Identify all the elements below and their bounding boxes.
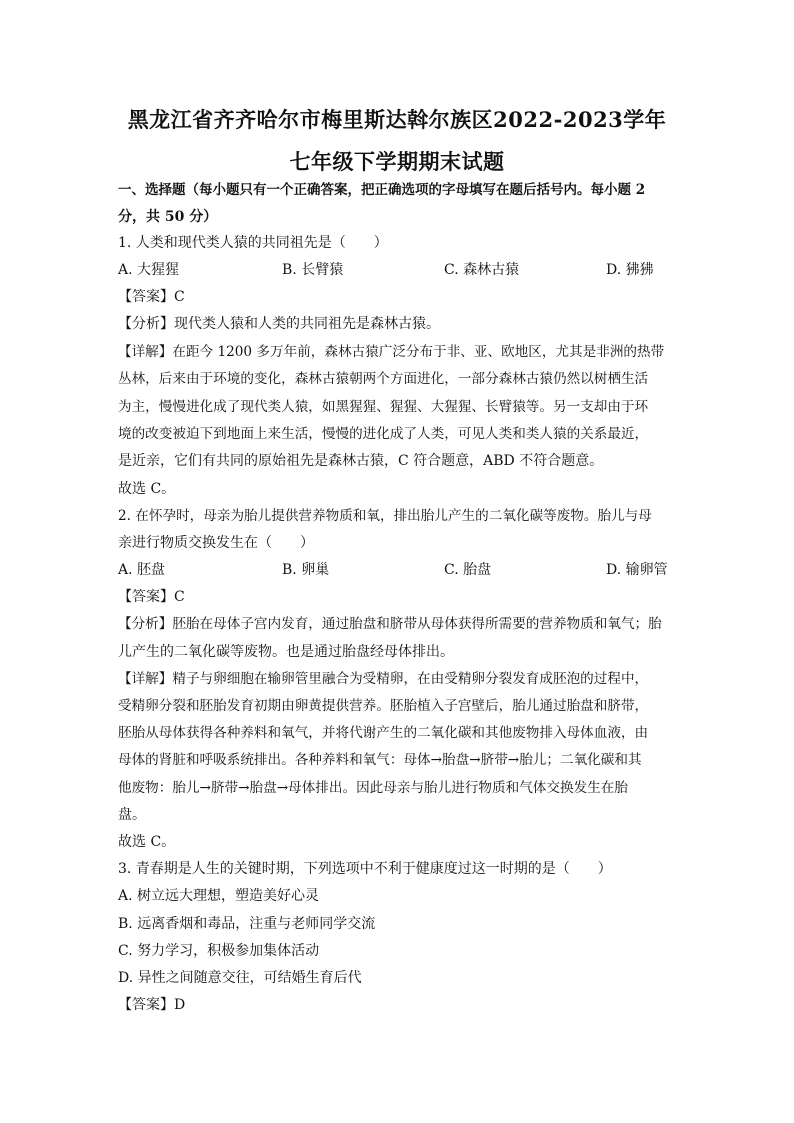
question-1-detail-line: 为主，慢慢进化成了现代类人猿，如黑猩猩、猩猩、大猩猩、长臂猿等。另一支却由于环 [118,399,649,415]
question-1-conclusion: 故选 C。 [118,481,176,497]
question-2-answer: 【答案】C [118,589,185,605]
question-2-option-d: D. 输卵管 [606,562,668,578]
question-2-analysis-line: 儿产生的二氧化碳等废物。也是通过胎盘经母体排出。 [118,644,454,660]
question-1-option-a: A. 大猩猩 [118,262,180,278]
question-1-detail-line: 【详解】在距今 1200 多万年前，森林古猿广泛分布于非、亚、欧地区，尤其是非洲的热带 [118,344,665,360]
document-title-line1: 黑龙江省齐齐哈尔市梅里斯达斡尔族区2022-2023学年 [127,107,667,132]
question-2-detail-line: 受精卵分裂和胚胎发育初期由卵黄提供营养。胚胎植入子宫壁后，胎儿通过胎盘和脐带， [118,698,649,714]
question-2-stem-cont: 亲进行物质交换发生在（ ） [118,535,314,551]
question-1-analysis: 【分析】现代类人猿和人类的共同祖先是森林古猿。 [118,316,440,332]
question-1-option-b: B. 长臂猿 [282,262,344,278]
section-heading: 一、选择题（每小题只有一个正确答案，把正确选项的字母填写在题后括号内。每小题 2 [118,182,646,198]
question-1-answer: 【答案】C [118,289,185,305]
section-heading-cont: 分，共 50 分） [118,209,218,225]
question-2-detail-line: 他废物：胎儿→脐带→胎盘→母体排出。因此母亲与胎儿进行物质和气体交换发生在胎 [118,780,628,796]
question-2-analysis-line: 【分析】胚胎在母体子宫内发育，通过胎盘和脐带从母体获得所需要的营养物质和氧气；胎 [118,616,662,632]
question-3-option-d: D. 异性之间随意交往，可结婚生育后代 [118,970,362,986]
question-3-answer: 【答案】D [118,997,186,1013]
question-3-option-c: C. 努力学习，积极参加集体活动 [118,943,320,959]
question-2-detail-line: 母体的肾脏和呼吸系统排出。各种养料和氧气：母体→胎盘→脐带→胎儿；二氧化碳和其 [118,752,642,768]
question-1-detail-line: 境的改变被迫下到地面上来生活，慢慢的进化成了人类，可见人类和类人猿的关系最近， [118,426,649,442]
question-2-detail-line: 胚胎从母体获得各种养料和氧气，并将代谢产生的二氧化碳和其他废物排入母体血液，由 [118,725,649,741]
question-2-conclusion: 故选 C。 [118,834,176,850]
question-3-stem: 3. 青春期是人生的关键时期，下列选项中不利于健康度过这一时期的是（ ） [118,861,612,877]
question-1-option-c: C. 森林古猿 [444,262,520,278]
question-1-option-d: D. 狒狒 [606,262,654,278]
question-2-option-b: B. 卵巢 [282,562,330,578]
document-title-line2: 七年级下学期期末试题 [289,149,505,174]
question-2-stem: 2. 在怀孕时，母亲为胎儿提供营养物质和氧，排出胎儿产生的二氧化碳等废物。胎儿与母 [118,508,652,524]
question-2-detail-line: 【详解】精子与卵细胞在输卵管里融合为受精卵，在由受精卵分裂发育成胚泡的过程中， [118,671,649,687]
question-1-detail-line: 是近亲，它们有共同的原始祖先是森林古猿，C 符合题意，ABD 不符合题意。 [118,453,604,469]
question-3-option-b: B. 远离香烟和毒品，注重与老师同学交流 [118,916,376,932]
question-3-option-a: A. 树立远大理想，塑造美好心灵 [118,888,320,904]
question-1-detail-line: 丛林，后来由于环境的变化，森林古猿朝两个方面进化，一部分森林古猿仍然以树栖生活 [118,371,649,387]
question-2-option-c: C. 胎盘 [444,562,492,578]
question-2-option-a: A. 胚盘 [118,562,166,578]
question-1-stem: 1. 人类和现代类人猿的共同祖先是（ ） [118,235,388,251]
question-2-detail-line: 盘。 [118,807,146,823]
